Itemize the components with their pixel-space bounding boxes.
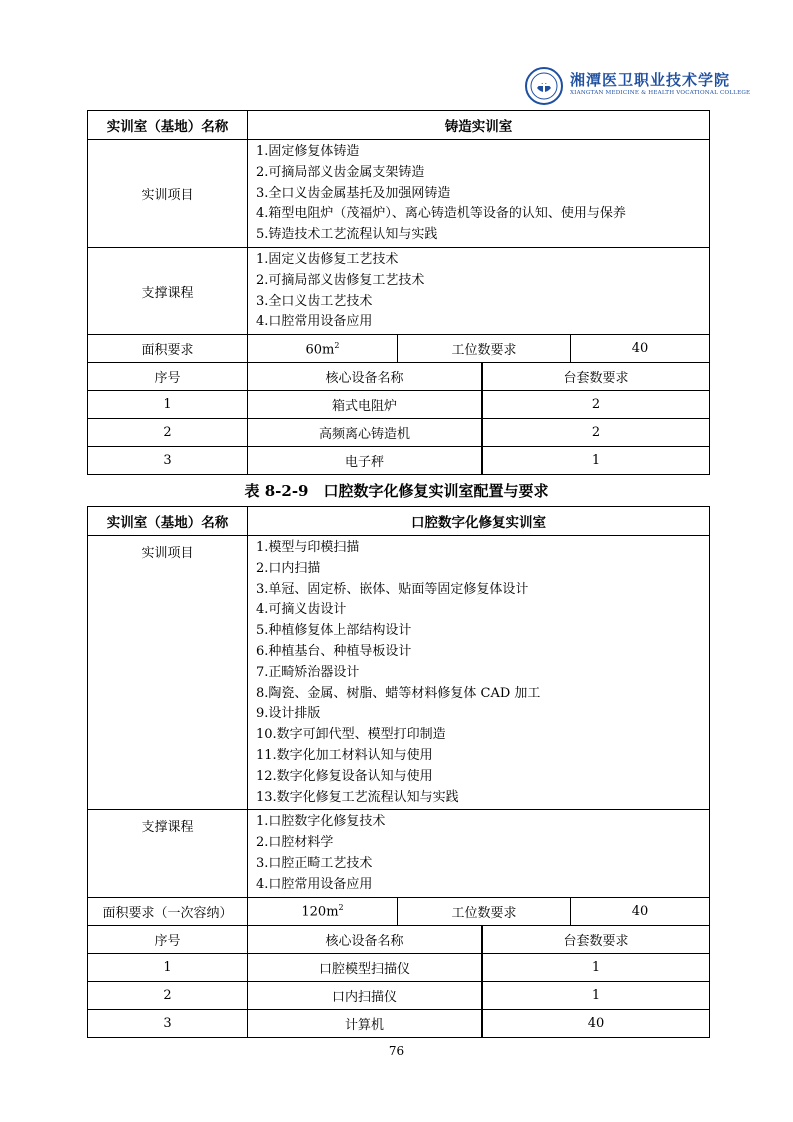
list-item: 1.口腔数字化修复技术 xyxy=(256,814,386,830)
device-name: 箱式电阻炉 xyxy=(248,391,483,419)
device-qty: 40 xyxy=(483,1009,710,1037)
courses-list xyxy=(248,810,710,897)
table-row xyxy=(88,981,710,1009)
device-qty: 1 xyxy=(483,953,710,981)
list-item: 12.数字化修复设备认知与使用 xyxy=(256,768,433,784)
list-item: 3.口腔正畸工艺技术 xyxy=(256,855,373,871)
device-qty: 1 xyxy=(483,981,710,1009)
lab-name-value: 口腔数字化修复实训室 xyxy=(248,507,710,536)
table-row xyxy=(88,391,710,419)
stations-label: 工位数要求 xyxy=(451,905,517,921)
table-digital-lab xyxy=(87,506,710,1038)
college-emblem-icon xyxy=(524,66,564,106)
device-no: 2 xyxy=(88,981,248,1009)
lab-name-label: 实训室（基地）名称 xyxy=(88,111,248,140)
table-row xyxy=(88,953,710,981)
list-item: 5.种植修复体上部结构设计 xyxy=(256,623,412,639)
logo-cn-text: 湘潭医卫职业技术学院 xyxy=(570,71,731,89)
list-item: 8.陶瓷、金属、树脂、蜡等材料修复体 CAD 加工 xyxy=(256,685,541,701)
college-logo xyxy=(524,66,751,106)
device-name: 口腔模型扫描仪 xyxy=(248,953,483,981)
courses-label: 支撑课程 xyxy=(88,810,248,897)
col-no-header: 序号 xyxy=(88,363,248,391)
col-device-header: 核心设备名称 xyxy=(248,363,483,391)
list-item: 2.可摘局部义齿修复工艺技术 xyxy=(256,272,425,288)
device-no: 2 xyxy=(88,419,248,447)
area-label: 面积要求（一次容纳） xyxy=(88,897,248,925)
stations-label: 工位数要求 xyxy=(451,343,517,359)
list-item: 4.可摘义齿设计 xyxy=(256,602,347,618)
device-no: 3 xyxy=(88,447,248,475)
list-item: 4.口腔常用设备应用 xyxy=(256,876,373,892)
list-item: 4.口腔常用设备应用 xyxy=(256,314,373,330)
stations-cell xyxy=(398,897,710,925)
device-qty: 2 xyxy=(483,391,710,419)
area-label: 面积要求 xyxy=(88,335,248,363)
list-item: 1.模型与印模扫描 xyxy=(256,540,360,555)
list-item: 3.单冠、固定桥、嵌体、贴面等固定修复体设计 xyxy=(256,581,529,597)
list-item: 6.种植基台、种植导板设计 xyxy=(256,643,412,659)
courses-label: 支撑课程 xyxy=(88,247,248,334)
list-item: 1.固定修复体铸造 xyxy=(256,144,360,159)
col-no-header: 序号 xyxy=(88,925,248,953)
projects-label: 实训项目 xyxy=(88,536,248,810)
courses-list xyxy=(248,247,710,334)
list-item: 5.铸造技术工艺流程认知与实践 xyxy=(256,227,438,243)
area-value: $60m^2$ xyxy=(248,335,398,363)
table-row xyxy=(88,419,710,447)
stations-cell xyxy=(398,335,710,363)
list-item: 3.全口义齿工艺技术 xyxy=(256,293,373,309)
table-caption: 表 8-2-9 口腔数字化修复实训室配置与要求 xyxy=(244,482,549,500)
list-item: 2.口内扫描 xyxy=(256,560,321,576)
projects-list xyxy=(248,536,710,810)
stations-value: 40 xyxy=(570,335,709,362)
device-name: 口内扫描仪 xyxy=(248,981,483,1009)
projects-label: 实训项目 xyxy=(88,140,248,248)
device-qty: 1 xyxy=(483,447,710,475)
lab-name-label: 实训室（基地）名称 xyxy=(88,507,248,536)
table-row xyxy=(88,1009,710,1037)
col-qty-header: 台套数要求 xyxy=(483,925,710,953)
list-item: 11.数字化加工材料认知与使用 xyxy=(256,747,433,763)
table-row xyxy=(88,447,710,475)
table-casting-lab xyxy=(87,110,710,475)
list-item: 13.数字化修复工艺流程认知与实践 xyxy=(256,789,459,805)
list-item: 2.可摘局部义齿金属支架铸造 xyxy=(256,164,425,180)
device-qty: 2 xyxy=(483,419,710,447)
device-no: 3 xyxy=(88,1009,248,1037)
list-item: 1.固定义齿修复工艺技术 xyxy=(256,251,399,267)
projects-list xyxy=(248,140,710,248)
list-item: 4.箱型电阻炉（茂福炉）、离心铸造机等设备的认知、使用与保养 xyxy=(256,206,626,222)
area-value: $120m^2$ xyxy=(248,897,398,925)
list-item: 3.全口义齿金属基托及加强网铸造 xyxy=(256,185,451,201)
lab-name-value: 铸造实训室 xyxy=(248,111,710,140)
page-number: 76 xyxy=(388,1044,405,1058)
list-item: 10.数字可卸代型、模型打印制造 xyxy=(256,727,446,743)
list-item: 2.口腔材料学 xyxy=(256,835,334,851)
device-name: 高频离心铸造机 xyxy=(248,419,483,447)
stations-value: 40 xyxy=(570,898,709,925)
logo-en-text: XIANGTAN MEDICINE & HEALTH VOCATIONAL COLLEGE xyxy=(570,90,751,96)
device-name: 电子秤 xyxy=(248,447,483,475)
device-no: 1 xyxy=(88,391,248,419)
device-name: 计算机 xyxy=(248,1009,483,1037)
col-qty-header: 台套数要求 xyxy=(483,363,710,391)
list-item: 9.设计排版 xyxy=(256,706,321,722)
list-item: 7.正畸矫治器设计 xyxy=(256,664,360,680)
col-device-header: 核心设备名称 xyxy=(248,925,483,953)
device-no: 1 xyxy=(88,953,248,981)
